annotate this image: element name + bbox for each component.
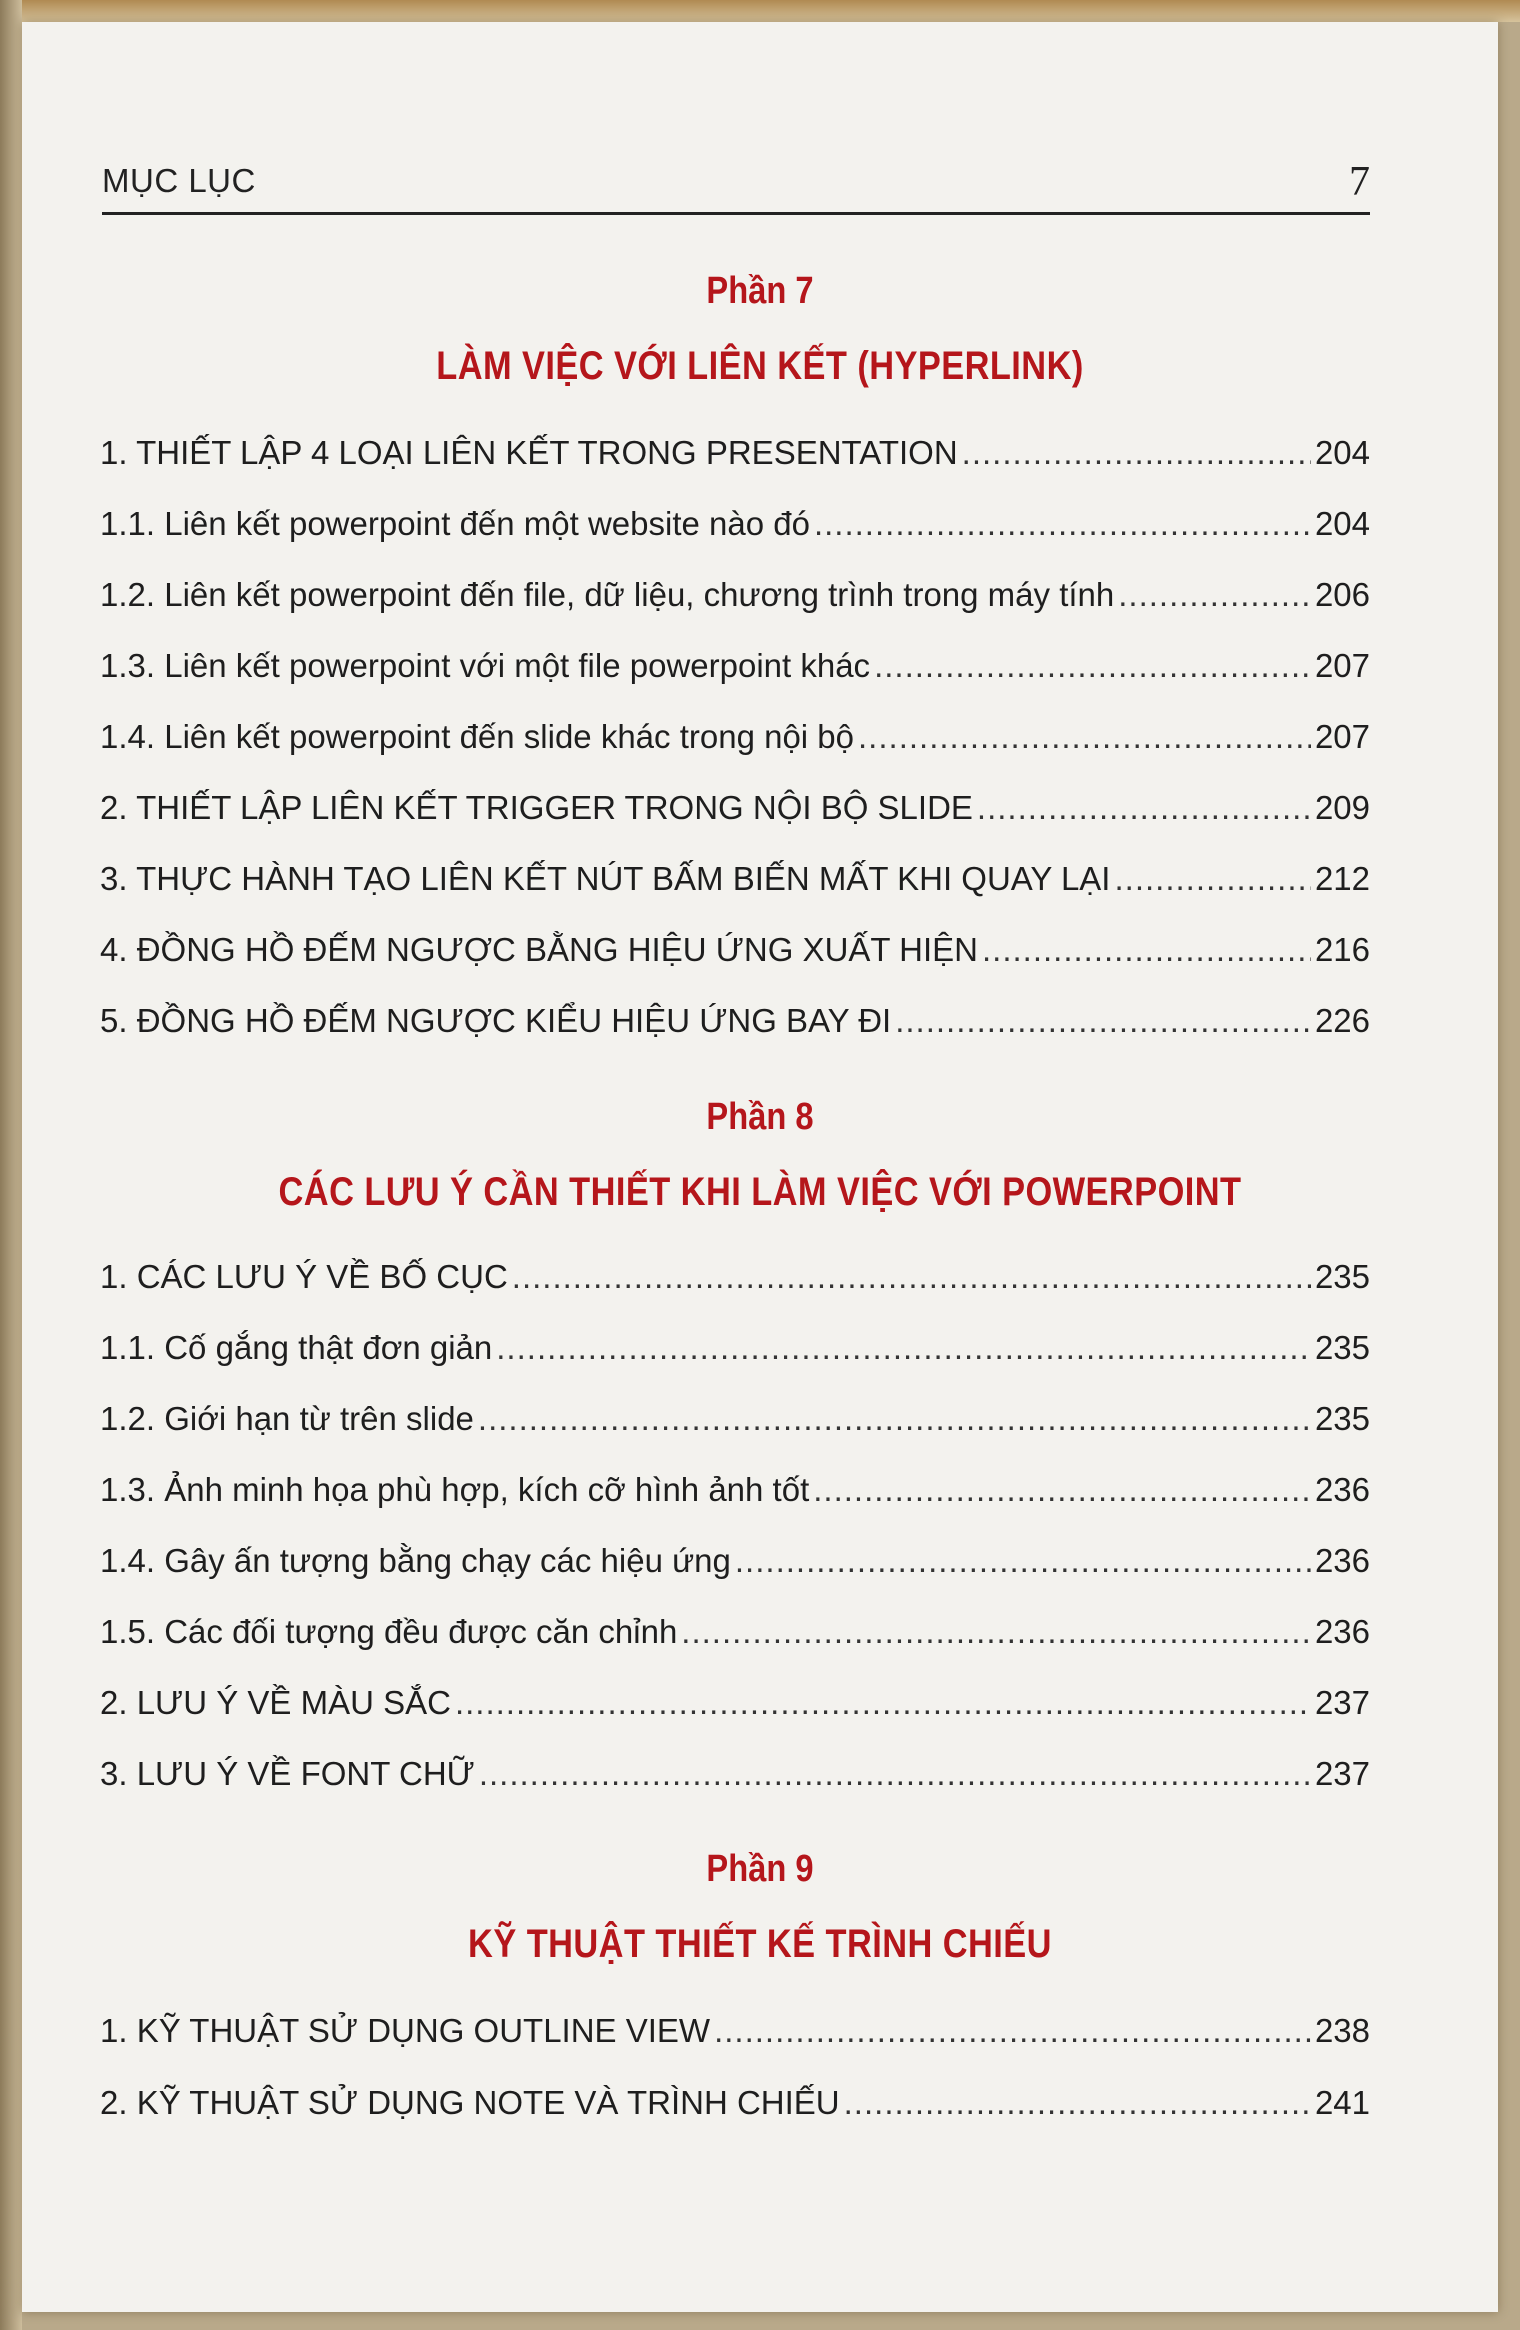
- toc-entry-text: 1.2. Liên kết powerpoint đến file, dữ liệu, chương trình trong máy tính: [100, 576, 1115, 613]
- toc-entry-text: 2. KỸ THUẬT SỬ DỤNG NOTE VÀ TRÌNH CHIẾU: [100, 2084, 840, 2121]
- toc-entry-page: 236: [1314, 1542, 1370, 1579]
- toc-leader-dots: [844, 2084, 1311, 2122]
- toc-leader-dots: [455, 1684, 1311, 1722]
- part-7-label: Phần 7: [706, 270, 814, 312]
- toc-entry-page: 207: [1314, 718, 1370, 755]
- toc-entry: [100, 2084, 1370, 2130]
- toc-entry: [100, 434, 1370, 480]
- toc-entry-page: 237: [1314, 1684, 1370, 1721]
- toc-leader-dots: [512, 1258, 1311, 1296]
- toc-entry-page: 236: [1314, 1613, 1370, 1650]
- toc-entry-page: 206: [1314, 576, 1370, 613]
- toc-entry: [100, 2012, 1370, 2058]
- toc-entry-page: 235: [1314, 1258, 1370, 1295]
- toc-leader-dots: [977, 789, 1311, 827]
- toc-leader-dots: [982, 931, 1311, 969]
- toc-leader-dots: [479, 1755, 1311, 1793]
- toc-entry-page: 216: [1314, 931, 1370, 968]
- toc-entry: [100, 1613, 1370, 1659]
- toc-leader-dots: [895, 1002, 1311, 1040]
- toc-entry-text: 1.3. Ảnh minh họa phù hợp, kích cỡ hình ảnh tốt: [100, 1471, 810, 1508]
- toc-leader-dots: [858, 718, 1311, 756]
- toc-entry-page: 209: [1314, 789, 1370, 826]
- toc-entry: [100, 860, 1370, 906]
- toc-entry-page: 207: [1314, 647, 1370, 684]
- toc-entry-text: 1.2. Giới hạn từ trên slide: [100, 1400, 474, 1437]
- book-page: [22, 22, 1498, 2312]
- toc-entry-text: 2. LƯU Ý VỀ MÀU SẮC: [100, 1684, 451, 1721]
- toc-leader-dots: [814, 505, 1311, 543]
- toc-leader-dots: [962, 434, 1311, 472]
- toc-entry: [100, 505, 1370, 551]
- toc-entry-text: 1.5. Các đối tượng đều được căn chỉnh: [100, 1613, 678, 1650]
- book-top-edge: [0, 0, 1520, 22]
- header-page-number: 7: [1349, 159, 1370, 205]
- toc-entry-page: 204: [1314, 434, 1370, 471]
- toc-entry: [100, 931, 1370, 977]
- toc-leader-dots: [478, 1400, 1311, 1438]
- toc-entry: [100, 718, 1370, 764]
- toc-entry-page: 226: [1314, 1002, 1370, 1039]
- toc-entry-text: 1.1. Cố gắng thật đơn giản: [100, 1329, 493, 1366]
- toc-entry-text: 1.3. Liên kết powerpoint với một file powerpoint khác: [100, 647, 871, 684]
- toc-entry-page: 237: [1314, 1755, 1370, 1792]
- toc-entry: [100, 1258, 1370, 1304]
- toc-entry-page: 235: [1314, 1329, 1370, 1366]
- toc-entry-page: 241: [1314, 2084, 1370, 2121]
- toc-entry: [100, 1684, 1370, 1730]
- toc-entry-page: 235: [1314, 1400, 1370, 1437]
- toc-entry: [100, 1542, 1370, 1588]
- toc-leader-dots: [735, 1542, 1311, 1580]
- toc-leader-dots: [714, 2012, 1311, 2050]
- toc-leader-dots: [1114, 860, 1310, 898]
- header-title: MỤC LỤC: [102, 162, 256, 199]
- toc-entry: [100, 1471, 1370, 1517]
- toc-entry-text: 1.4. Gây ấn tượng bằng chạy các hiệu ứng: [100, 1542, 731, 1579]
- toc-entry-text: 1.1. Liên kết powerpoint đến một website nào đó: [100, 505, 810, 542]
- part-7-title: LÀM VIỆC VỚI LIÊN KẾT (HYPERLINK): [436, 344, 1084, 388]
- toc-entry-page: 236: [1314, 1471, 1370, 1508]
- toc-entry-text: 3. THỰC HÀNH TẠO LIÊN KẾT NÚT BẤM BIẾN MẤT KHI QUAY LẠI: [100, 860, 1111, 897]
- toc-entry: [100, 1755, 1370, 1801]
- toc-entry-page: 212: [1314, 860, 1370, 897]
- toc-entry-text: 1. THIẾT LẬP 4 LOẠI LIÊN KẾT TRONG PRESENTATION: [100, 434, 958, 471]
- toc-entry-text: 1. CÁC LƯU Ý VỀ BỐ CỤC: [100, 1258, 508, 1295]
- part-8-label: Phần 8: [706, 1096, 814, 1138]
- part-9-title: KỸ THUẬT THIẾT KẾ TRÌNH CHIẾU: [468, 1922, 1052, 1966]
- toc-leader-dots: [874, 647, 1311, 685]
- toc-entry-page: 238: [1314, 2012, 1370, 2049]
- book-spine-edge: [0, 0, 22, 2330]
- running-header: [102, 150, 1370, 215]
- toc-entry: [100, 1002, 1370, 1048]
- toc-leader-dots: [1118, 576, 1311, 614]
- toc-entry-text: 4. ĐỒNG HỒ ĐẾM NGƯỢC BẰNG HIỆU ỨNG XUẤT HIỆN: [100, 931, 978, 968]
- toc-leader-dots: [496, 1329, 1311, 1367]
- part-8-title: CÁC LƯU Ý CẦN THIẾT KHI LÀM VIỆC VỚI POWERPOINT: [278, 1170, 1242, 1214]
- toc-entry: [100, 576, 1370, 622]
- toc-entry-text: 5. ĐỒNG HỒ ĐẾM NGƯỢC KIỂU HIỆU ỨNG BAY ĐI: [100, 1002, 892, 1039]
- toc-entry: [100, 789, 1370, 835]
- toc-entry: [100, 647, 1370, 693]
- toc-leader-dots: [813, 1471, 1311, 1509]
- toc-entry-text: 3. LƯU Ý VỀ FONT CHỮ: [100, 1755, 475, 1792]
- toc-entry-text: 1. KỸ THUẬT SỬ DỤNG OUTLINE VIEW: [100, 2012, 711, 2049]
- toc-entry-text: 1.4. Liên kết powerpoint đến slide khác trong nội bộ: [100, 718, 855, 755]
- toc-leader-dots: [681, 1613, 1311, 1651]
- part-9-label: Phần 9: [706, 1848, 814, 1890]
- toc-entry: [100, 1329, 1370, 1375]
- toc-entry-text: 2. THIẾT LẬP LIÊN KẾT TRIGGER TRONG NỘI BỘ SLIDE: [100, 789, 973, 826]
- toc-entry-page: 204: [1314, 505, 1370, 542]
- toc-entry: [100, 1400, 1370, 1446]
